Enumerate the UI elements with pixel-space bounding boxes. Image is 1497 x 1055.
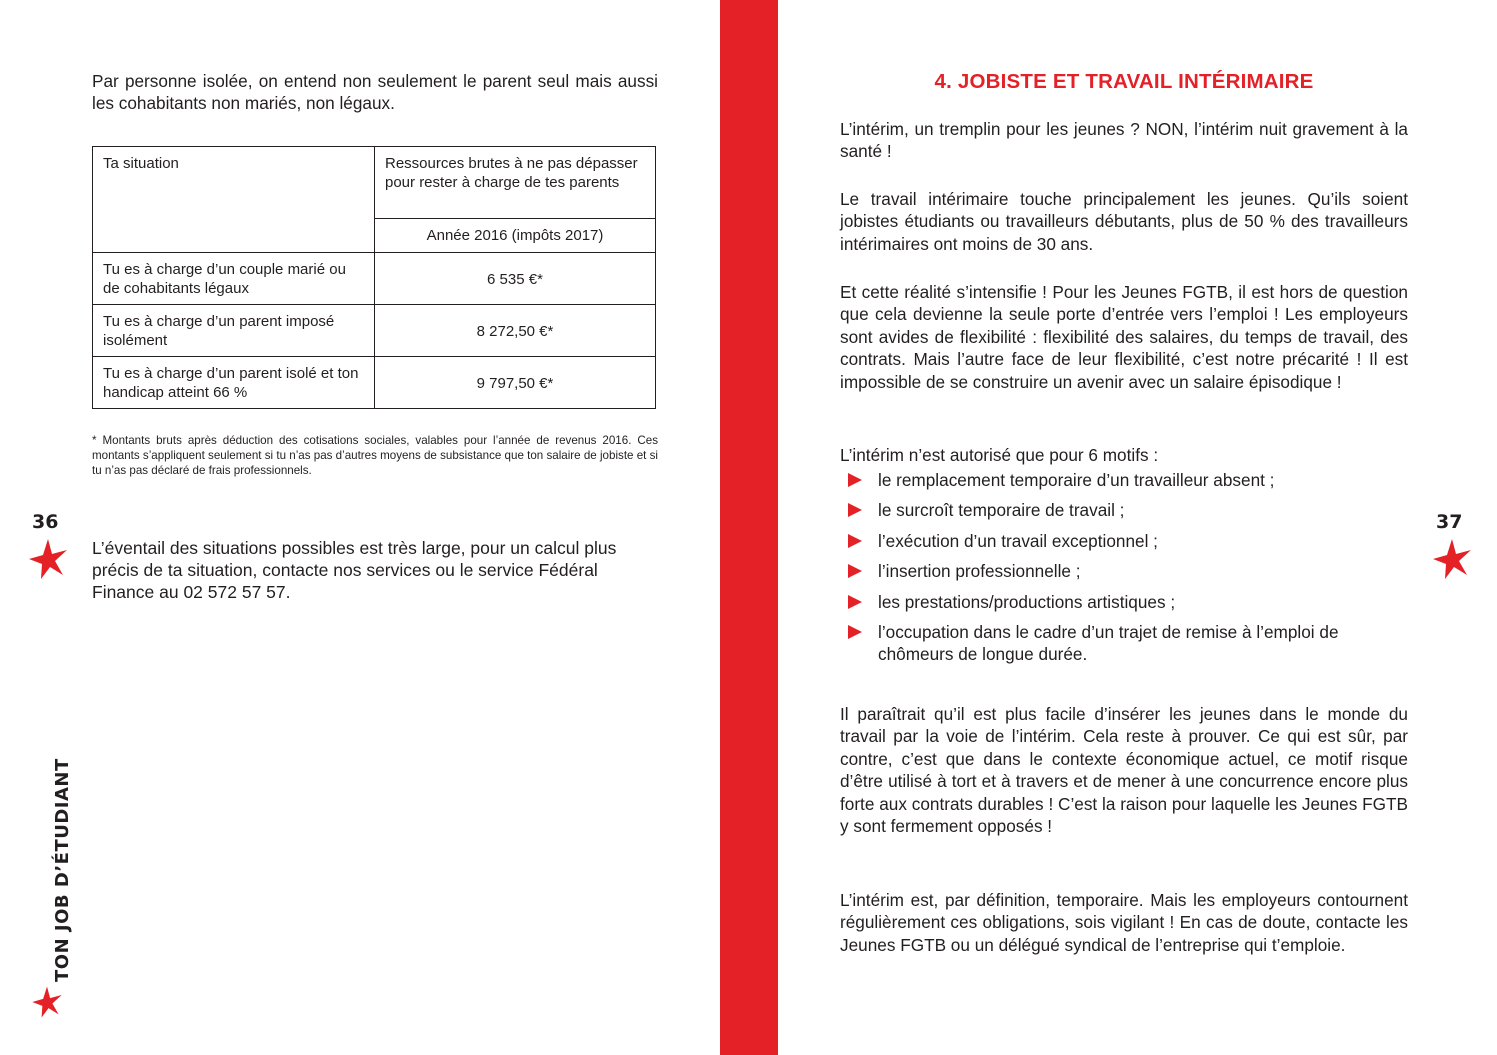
situation-cell: Tu es à charge d’un parent isolé et ton handicap atteint 66 % bbox=[93, 357, 375, 409]
list-item: l’exécution d’un travail exceptionnel ; bbox=[840, 530, 1408, 552]
list-item: l’insertion professionnelle ; bbox=[840, 560, 1408, 582]
motifs-list bbox=[840, 469, 1408, 674]
page-number-right: 37 bbox=[1436, 511, 1463, 533]
triangle-bullet-icon bbox=[848, 503, 862, 517]
table-row bbox=[93, 305, 656, 357]
paragraph: Il paraîtrait qu’il est plus facile d’insérer les jeunes dans le monde du travail par la voie de l’intérim. Cela reste à prouver. Ce qui est sûr, par contre, c’est que dans le contexte économique actuel, ce motif risque d’être utilisé à tort et à travers et de mener à une concurrence encore plus forte aux contrats durables ! C’est la raison pour laquelle les Jeunes FGTB y sont fermement opposés ! bbox=[840, 704, 1408, 837]
list-item: le surcroît temporaire de travail ; bbox=[840, 499, 1408, 521]
table-row bbox=[93, 357, 656, 409]
triangle-bullet-icon bbox=[848, 473, 862, 487]
table-row bbox=[93, 253, 656, 305]
page-number-left: 36 bbox=[32, 511, 59, 533]
paragraph: Et cette réalité s’intensifie ! Pour les Jeunes FGTB, il est hors de question que cela devienne la seule porte d’entrée vers l’emploi ! Les employeurs sont avides de flexibilité : flexibilité des salaires, du temps de travail, des contrats. Mais l’autre face de leur flexibilité, c’est notre précarité ! Il est impossible de se construire un avenir avec un salaire épisodique ! bbox=[840, 282, 1408, 392]
amount-cell: 8 272,50 €* bbox=[375, 305, 656, 357]
center-spine bbox=[720, 0, 778, 1055]
paragraph: Le travail intérimaire touche principalement les jeunes. Qu’ils soient jobistes étudiants ou travailleurs débutants, plus de 50 % des travailleurs intérimaires ont moins de 30 ans. bbox=[840, 189, 1408, 254]
header-resources: Ressources brutes à ne pas dépasser pour rester à charge de tes parents bbox=[375, 147, 656, 219]
star-icon bbox=[30, 985, 64, 1019]
resources-table bbox=[92, 146, 656, 409]
list-item: l’occupation dans le cadre d’un trajet de remise à l’emploi de chômeurs de longue durée. bbox=[840, 621, 1408, 666]
list-item: les prestations/productions artistiques ; bbox=[840, 591, 1408, 613]
situation-cell: Tu es à charge d’un couple marié ou de cohabitants légaux bbox=[93, 253, 375, 305]
list-item: le remplacement temporaire d’un travailleur absent ; bbox=[840, 469, 1408, 491]
table-footnote: * Montants bruts après déduction des cotisations sociales, valables pour l’année de revenus 2016. Ces montants s’appliquent seulement si tu n’as pas d’autres moyens de subsistance que ton salaire de jobiste et si tu n’as pas déclaré de frais professionnels. bbox=[92, 434, 658, 477]
contact-paragraph: L’éventail des situations possibles est très large, pour un calcul plus précis de ta situation, contacte nos services ou le service Fédéral Finance au 02 572 57 57. bbox=[92, 538, 617, 602]
section-title: 4. JOBISTE ET TRAVAIL INTÉRIMAIRE bbox=[934, 70, 1314, 93]
triangle-bullet-icon bbox=[848, 625, 862, 639]
header-situation: Ta situation bbox=[93, 147, 375, 253]
star-icon bbox=[26, 537, 70, 581]
paragraph: L’intérim n’est autorisé que pour 6 motifs : bbox=[840, 445, 1159, 465]
triangle-bullet-icon bbox=[848, 564, 862, 578]
vertical-title: TON JOB D’ÉTUDIANT bbox=[52, 758, 73, 982]
paragraph: L’intérim, un tremplin pour les jeunes ? NON, l’intérim nuit gravement à la santé ! bbox=[840, 119, 1408, 162]
triangle-bullet-icon bbox=[848, 595, 862, 609]
triangle-bullet-icon bbox=[848, 534, 862, 548]
intro-paragraph: Par personne isolée, on entend non seulement le parent seul mais aussi les cohabitants non mariés, non légaux. bbox=[92, 71, 658, 113]
star-icon bbox=[1430, 537, 1474, 581]
amount-cell: 6 535 €* bbox=[375, 253, 656, 305]
paragraph: L’intérim est, par définition, temporaire. Mais les employeurs contournent régulièrement ces obligations, sois vigilant ! En cas de doute, contacte les Jeunes FGTB ou un délégué syndical de l’entreprise qui t’emploie. bbox=[840, 890, 1408, 955]
amount-cell: 9 797,50 €* bbox=[375, 357, 656, 409]
table-header-row bbox=[93, 147, 656, 219]
situation-cell: Tu es à charge d’un parent imposé isolément bbox=[93, 305, 375, 357]
header-year: Année 2016 (impôts 2017) bbox=[375, 219, 656, 253]
